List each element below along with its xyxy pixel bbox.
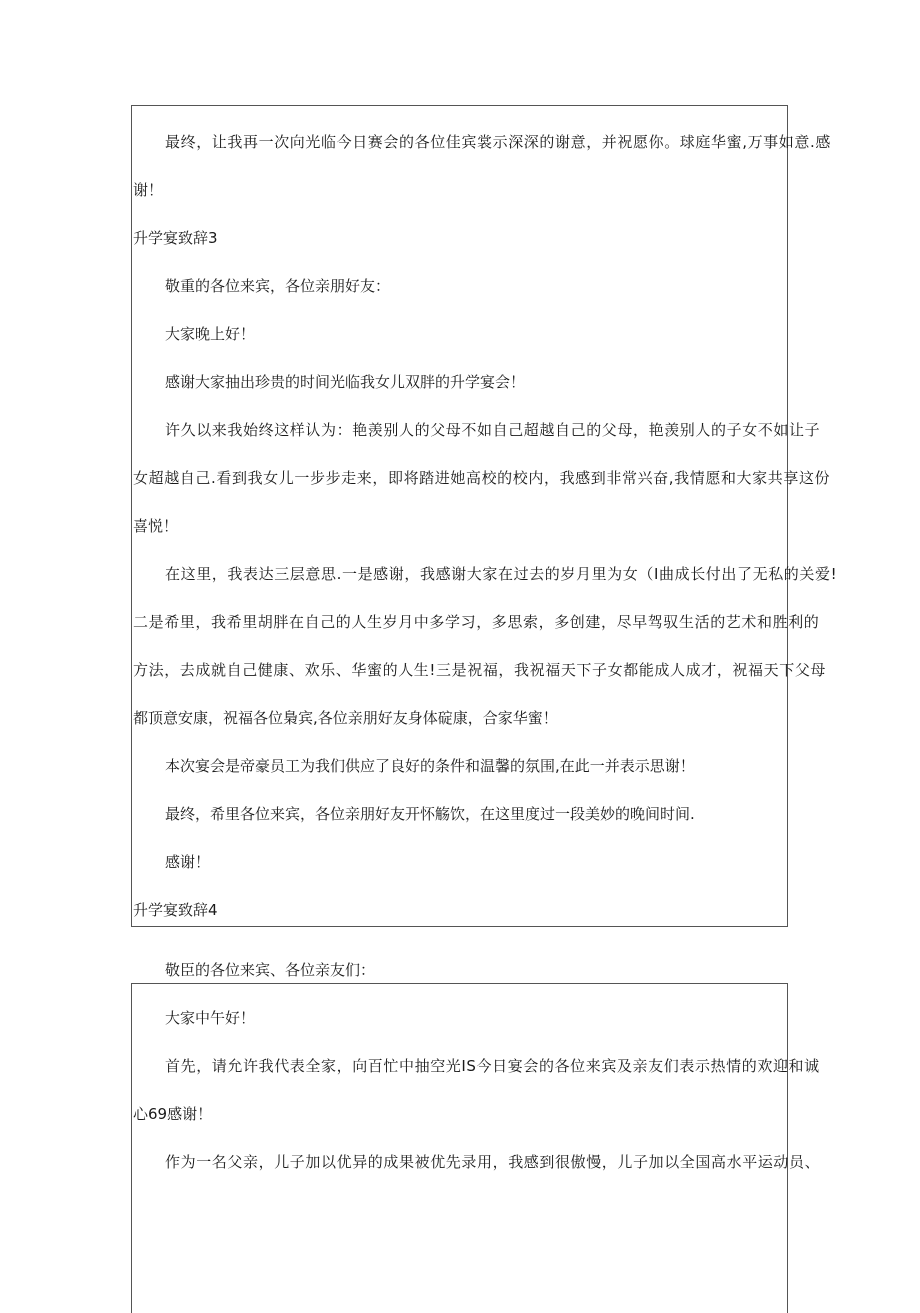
paragraph-line: 许久以来我始终这样认为：艳羡别人的父母不如自己超越自己的父母，艳羡别人的子女不如让子 xyxy=(165,421,821,439)
content-frame-2 xyxy=(131,983,788,1313)
speech-4-greeting: 敬臣的各位来宾、各位亲友们： xyxy=(165,961,376,979)
closing-paragraph-line: 最终，让我再一次向光临今日赛会的各位佳宾裳示深深的谢意，并祝愿你。球庭华蜜,万事如意.感 xyxy=(165,133,831,151)
paragraph-line: 方法，去成就自己健康、欢乐、华蜜的人生!三是祝福，我祝福天下子女都能成人成才，祝福天下父母 xyxy=(133,661,827,679)
speech-4-good-noon: 大家中午好！ xyxy=(165,1009,256,1027)
speech-3-thanks: 感谢大家抽出珍贵的时间光临我女儿双胖的升学宴会！ xyxy=(165,373,526,391)
speech-4-heading: 升学宴致辞4 xyxy=(133,901,218,919)
closing-paragraph-line: 谢！ xyxy=(133,181,164,199)
paragraph-line: 女超越自己.看到我女儿一步步走来，即将踏进她高校的校内，我感到非常兴奋,我情愿和大家共享这份 xyxy=(133,469,831,487)
speech-3-good-evening: 大家晚上好！ xyxy=(165,325,256,343)
speech-3-greeting: 敬重的各位来宾，各位亲朋好友： xyxy=(165,277,391,295)
paragraph-line: 本次宴会是帝豪员工为我们供应了良好的条件和温馨的氛围,在此一并表示思谢！ xyxy=(165,757,695,775)
paragraph-line: 喜悦！ xyxy=(133,517,179,535)
paragraph-line: 首先，请允许我代表全家，向百忙中抽空光IS今日宴会的各位来宾及亲友们表示热情的欢迎和诚 xyxy=(165,1057,820,1075)
paragraph-line: 心69感谢！ xyxy=(133,1105,213,1123)
paragraph-line: 都顶意安康，祝福各位梟宾,各位亲朋好友身体碇康，合家华蜜！ xyxy=(133,709,558,727)
paragraph-line: 二是希里，我希里胡胖在自己的人生岁月中多学习，多思索，多创建，尽早驾驭生活的艺术和胜利的 xyxy=(133,613,820,631)
speech-3-heading: 升学宴致辞3 xyxy=(133,229,218,247)
paragraph-line: 在这里，我表达三层意思.一是感谢，我感谢大家在过去的岁月里为女（I曲成长付出了无私的关爱! xyxy=(165,565,838,583)
paragraph-line: 作为一名父亲，儿子加以优异的成果被优先录用，我感到很傲慢，儿子加以全国高水平运动员、 xyxy=(165,1153,821,1171)
paragraph-line: 最终，希里各位来宾，各位亲朋好友开怀觞饮，在这里度过一段美妙的晚间时间. xyxy=(165,805,695,823)
speech-3-thanks-end: 感谢！ xyxy=(165,853,211,871)
